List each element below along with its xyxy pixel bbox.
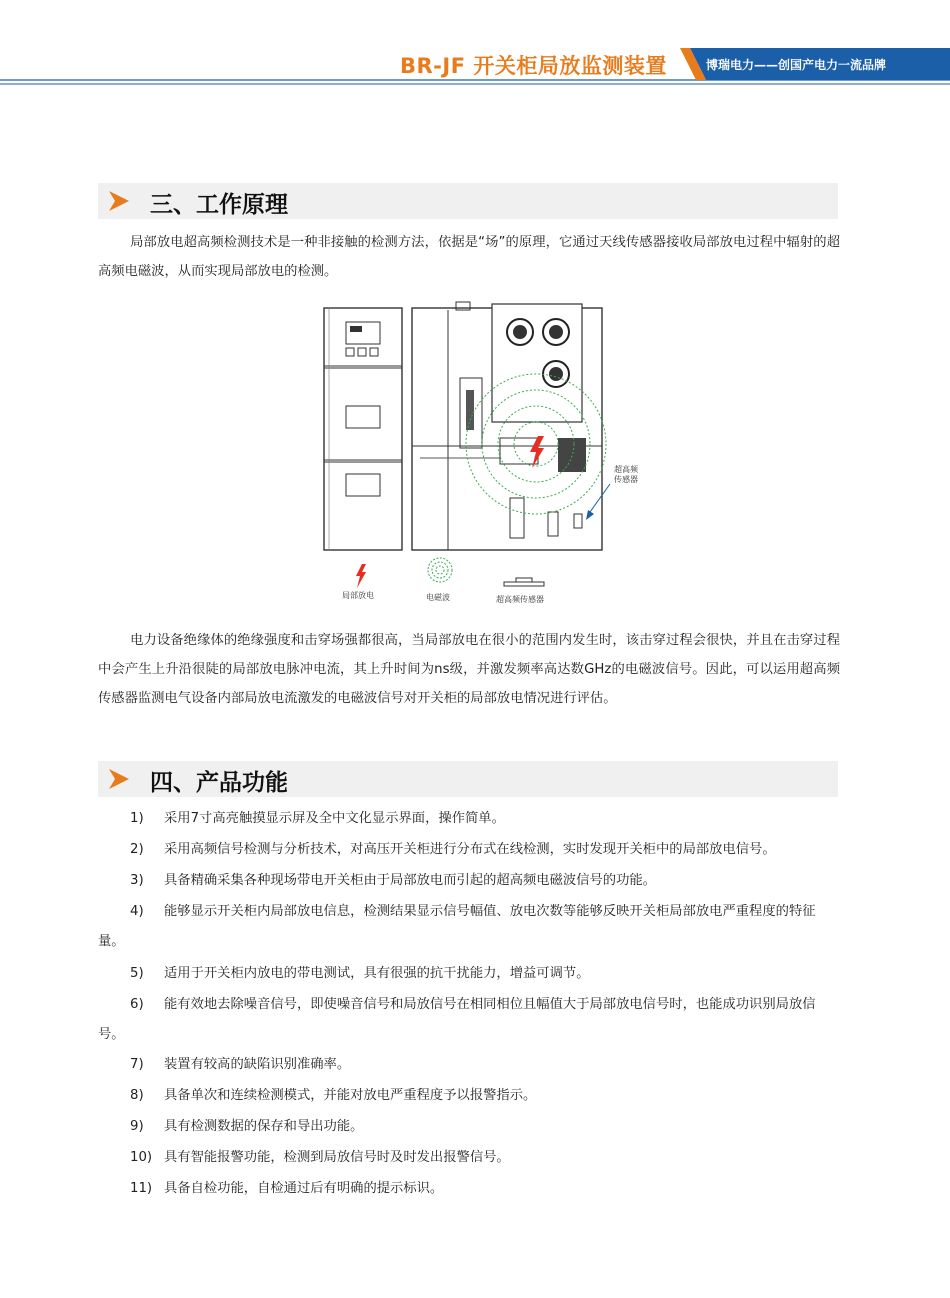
arrow-bullet-icon [108, 189, 130, 213]
list-item: 1) 采用7寸高亮触摸显示屏及全中文化显示界面，操作简单。 [130, 811, 505, 826]
paragraph-text: 电力设备绝缘体的绝缘强度和击穿场强都很高，当局部放电在很小的范围内发生时，该击穿过程会很快，并且在击穿过程中会产生上升沿很陡的局部放电脉冲电流，其上升时间为ns级，并激发频率高达数GHz的电磁波信号。因此，可以运用超高频传感器监测电气设备内部局放电流激发的电磁波信号对开关柜的局部放电情况进行评估。 [98, 633, 840, 706]
sensor-callout-line1: 超高频 [614, 465, 638, 474]
list-item: 4) 能够显示开关柜内局部放电信息，检测结果显示信号幅值、放电次数等能够反映开关柜局部放电严重程度的特征量。 [98, 904, 816, 949]
list-item: 3) 具备精确采集各种现场带电开关柜由于局部放电而引起的超高频电磁波信号的功能。 [130, 873, 656, 888]
paragraph-discharge [98, 626, 840, 713]
section-title: 三、工作原理 [150, 192, 288, 218]
list-item: 7) 装置有较高的缺陷识别准确率。 [130, 1057, 351, 1072]
legend-sensor: 超高频传感器 [496, 595, 544, 604]
legend-wave: 电磁波 [426, 593, 450, 602]
list-item: 5) 适用于开关柜内放电的带电测试，具有很强的抗干扰能力，增益可调节。 [130, 966, 590, 981]
wave-legend-icon [428, 558, 452, 582]
list-item: 10) 具有智能报警功能，检测到局放信号时及时发出报警信号。 [130, 1150, 510, 1165]
list-item: 8) 具备单次和连续检测模式，并能对放电严重程度予以报警指示。 [130, 1088, 537, 1103]
section-heading-3 [98, 183, 838, 219]
discharge-legend-icon [356, 564, 366, 588]
list-item: 11) 具备自检功能，自检通过后有明确的提示标识。 [130, 1181, 444, 1196]
list-item: 2) 采用高频信号检测与分析技术，对高压开关柜进行分布式在线检测，实时发现开关柜中的局部放电信号。 [130, 842, 776, 857]
list-item: 9) 具有检测数据的保存和导出功能。 [130, 1119, 364, 1134]
legend-discharge: 局部放电 [342, 591, 374, 600]
sensor-legend-icon [504, 578, 544, 586]
arrow-bullet-icon [108, 767, 130, 791]
switchgear-illustration [320, 298, 638, 608]
list-item: 6) 能有效地去除噪音信号，即使噪音信号和局放信号在相同相位且幅值大于局部放电信号时，也能成功识别局放信号。 [98, 997, 816, 1042]
section-title: 四、产品功能 [150, 770, 288, 796]
sensor-callout-line2: 传感器 [614, 475, 638, 484]
brand-tagline: 博瑞电力——创国产电力一流品牌 [706, 58, 887, 72]
paragraph-text: 局部放电超高频检测技术是一种非接触的检测方法，依据是“场”的原理，它通过天线传感器接收局部放电过程中辐射的超高频电磁波，从而实现局部放电的检测。 [98, 235, 840, 279]
switchgear-diagram [320, 298, 638, 608]
section-heading-4 [98, 761, 838, 797]
paragraph-principle [98, 228, 840, 286]
page-header [0, 0, 950, 90]
document-title: BR-JF 开关柜局放监测装置 [400, 54, 667, 78]
